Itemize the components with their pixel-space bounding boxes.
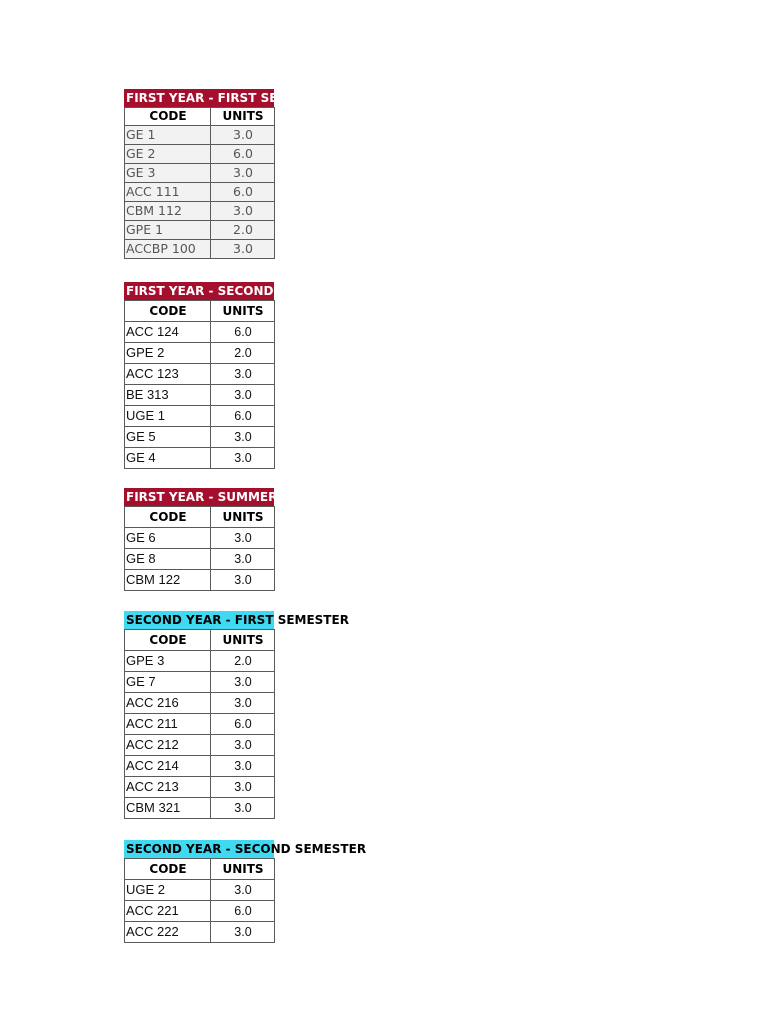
- course-code: UGE 2: [125, 880, 211, 901]
- course-code: GE 8: [125, 549, 211, 570]
- table-row: [125, 777, 275, 798]
- course-code: ACC 111: [125, 183, 211, 202]
- course-units: 3.0: [211, 549, 275, 570]
- table-row: [125, 164, 275, 183]
- table-row: [125, 448, 275, 469]
- table-row: [125, 221, 275, 240]
- table-row: [125, 901, 275, 922]
- course-code: GPE 1: [125, 221, 211, 240]
- table-row: [125, 714, 275, 735]
- table-row: [125, 922, 275, 943]
- course-code: ACC 214: [125, 756, 211, 777]
- units-column-header: UNITS: [211, 507, 275, 528]
- table-row: [125, 528, 275, 549]
- table-row: [125, 570, 275, 591]
- course-code: GE 6: [125, 528, 211, 549]
- units-column-header: UNITS: [211, 108, 275, 126]
- course-code: ACC 213: [125, 777, 211, 798]
- code-column-header: CODE: [125, 859, 211, 880]
- table-row: [125, 145, 275, 164]
- course-units: 6.0: [211, 901, 275, 922]
- course-code: ACC 222: [125, 922, 211, 943]
- course-units: 3.0: [211, 880, 275, 901]
- course-code: ACC 211: [125, 714, 211, 735]
- semester-table-first-year-first-sem: [124, 89, 332, 259]
- course-table: [124, 629, 275, 819]
- table-header-row: [125, 859, 275, 880]
- course-code: GE 5: [125, 427, 211, 448]
- table-row: [125, 322, 275, 343]
- table-row: [125, 651, 275, 672]
- semester-table-first-year-second-sem: [124, 282, 349, 469]
- code-column-header: CODE: [125, 108, 211, 126]
- table-row: [125, 343, 275, 364]
- semester-title: FIRST YEAR - FIRST SEMESTER: [126, 91, 332, 105]
- course-units: 3.0: [211, 672, 275, 693]
- course-code: CBM 321: [125, 798, 211, 819]
- table-row: [125, 549, 275, 570]
- course-units: 6.0: [211, 406, 275, 427]
- course-code: ACC 216: [125, 693, 211, 714]
- course-code: CBM 112: [125, 202, 211, 221]
- course-code: ACC 123: [125, 364, 211, 385]
- course-units: 3.0: [211, 385, 275, 406]
- course-units: 3.0: [211, 448, 275, 469]
- semester-title: FIRST YEAR - SECOND SEMESTER: [126, 284, 349, 298]
- course-units: 2.0: [211, 343, 275, 364]
- course-units: 3.0: [211, 164, 275, 183]
- table-row: [125, 672, 275, 693]
- semester-table-second-year-first-sem: [124, 611, 349, 819]
- course-units: 3.0: [211, 528, 275, 549]
- course-code: CBM 122: [125, 570, 211, 591]
- table-row: [125, 756, 275, 777]
- course-units: 3.0: [211, 570, 275, 591]
- course-units: 6.0: [211, 322, 275, 343]
- course-code: ACC 212: [125, 735, 211, 756]
- semester-title: FIRST YEAR - SUMMER: [126, 490, 278, 504]
- course-code: ACC 221: [125, 901, 211, 922]
- course-units: 3.0: [211, 427, 275, 448]
- course-table: [124, 506, 275, 591]
- course-units: 3.0: [211, 777, 275, 798]
- course-units: 3.0: [211, 364, 275, 385]
- course-units: 3.0: [211, 240, 275, 259]
- semester-title: SECOND YEAR - SECOND SEMESTER: [126, 842, 367, 856]
- table-row: [125, 364, 275, 385]
- table-row: [125, 693, 275, 714]
- table-row: [125, 798, 275, 819]
- course-units: 3.0: [211, 735, 275, 756]
- table-row: [125, 126, 275, 145]
- semester-table-first-year-summer: [124, 488, 278, 591]
- course-code: GE 3: [125, 164, 211, 183]
- semester-title: SECOND YEAR - FIRST SEMESTER: [126, 613, 349, 627]
- table-row: [125, 735, 275, 756]
- code-column-header: CODE: [125, 301, 211, 322]
- table-header-row: [125, 507, 275, 528]
- table-header-row: [125, 108, 275, 126]
- course-code: ACCBP 100: [125, 240, 211, 259]
- course-code: GPE 2: [125, 343, 211, 364]
- units-column-header: UNITS: [211, 301, 275, 322]
- code-column-header: CODE: [125, 507, 211, 528]
- semester-table-second-year-second-sem: [124, 840, 367, 943]
- table-row: [125, 880, 275, 901]
- course-units: 2.0: [211, 651, 275, 672]
- course-units: 2.0: [211, 221, 275, 240]
- course-units: 3.0: [211, 126, 275, 145]
- course-units: 3.0: [211, 798, 275, 819]
- course-code: GPE 3: [125, 651, 211, 672]
- course-table: [124, 300, 275, 469]
- course-code: GE 2: [125, 145, 211, 164]
- code-column-header: CODE: [125, 630, 211, 651]
- table-row: [125, 385, 275, 406]
- course-units: 3.0: [211, 922, 275, 943]
- course-units: 3.0: [211, 202, 275, 221]
- course-code: BE 313: [125, 385, 211, 406]
- course-code: GE 7: [125, 672, 211, 693]
- course-code: UGE 1: [125, 406, 211, 427]
- units-column-header: UNITS: [211, 859, 275, 880]
- table-row: [125, 240, 275, 259]
- course-table: [124, 107, 275, 259]
- course-units: 3.0: [211, 693, 275, 714]
- course-code: GE 4: [125, 448, 211, 469]
- table-row: [125, 427, 275, 448]
- table-row: [125, 202, 275, 221]
- table-header-row: [125, 630, 275, 651]
- course-units: 6.0: [211, 183, 275, 202]
- course-code: GE 1: [125, 126, 211, 145]
- course-units: 3.0: [211, 756, 275, 777]
- table-row: [125, 183, 275, 202]
- table-header-row: [125, 301, 275, 322]
- course-code: ACC 124: [125, 322, 211, 343]
- units-column-header: UNITS: [211, 630, 275, 651]
- course-table: [124, 858, 275, 943]
- course-units: 6.0: [211, 714, 275, 735]
- table-row: [125, 406, 275, 427]
- course-units: 6.0: [211, 145, 275, 164]
